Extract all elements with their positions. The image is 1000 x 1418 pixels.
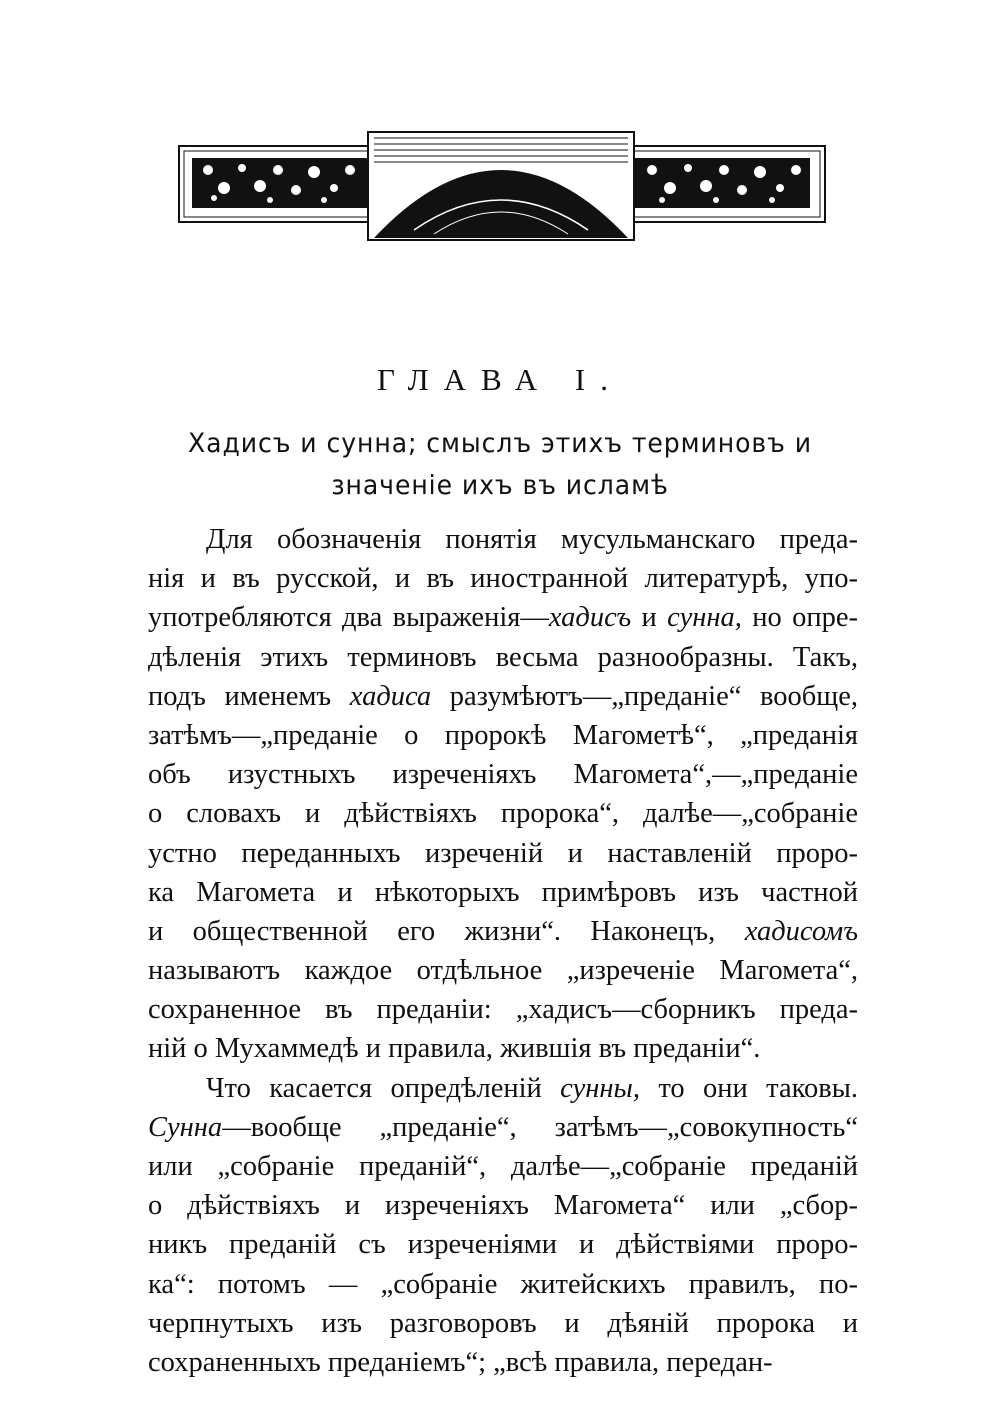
text-run: сохраненное въ преданіи: „хадисъ—сборникъ преда- — [148, 994, 858, 1026]
text-run: Что касается опредѣленій — [206, 1072, 561, 1104]
text-run: Сунна — [148, 1111, 223, 1143]
text-run: —вообще „преданіе“, затѣмъ—„совокупность“ — [222, 1111, 858, 1143]
text-line — [148, 1265, 858, 1304]
chapter-title-line-1: Хадисъ и сунна; смыслъ этихъ терминовъ и — [187, 428, 813, 459]
text-run: то они таковы. — [639, 1072, 858, 1104]
text-line — [148, 1186, 858, 1225]
text-run: о дѣйствіяхъ и изреченіяхъ Магомета“ или „сбор- — [148, 1190, 858, 1222]
text-line — [148, 1225, 858, 1264]
text-run: употребляются два выраженія— — [148, 602, 549, 634]
text-run: дѣленія этихъ терминовъ весьма разнообразны. Такъ, — [148, 641, 858, 673]
text-run: разумѣютъ—„преданіе“ вообще, — [431, 680, 858, 712]
text-line — [148, 638, 858, 677]
text-run: или „собраніе преданій“, далѣе—„собраніе преданій — [148, 1151, 858, 1182]
text-run: нія и въ русской, и въ иностранной литературѣ, упо- — [148, 563, 858, 595]
body-text — [148, 520, 858, 1382]
chapter-heading: ГЛАВА I. — [377, 362, 623, 397]
text-run: объ изустныхъ изреченіяхъ Магомета“,—„преданіе — [148, 759, 858, 791]
text-line — [148, 951, 858, 990]
text-line — [148, 1108, 858, 1147]
text-line — [148, 794, 858, 833]
text-line — [148, 559, 858, 598]
text-run: хадисомъ — [744, 915, 858, 947]
ornamental-headpiece-icon — [178, 130, 826, 242]
text-run: ній о Мухаммедѣ и правила, жившія въ преданіи“. — [148, 1033, 761, 1065]
text-line — [148, 1147, 858, 1186]
text-run: Для обозначенія понятія мусульманскаго преда- — [206, 524, 858, 555]
text-line — [148, 834, 858, 873]
text-run: называютъ каждое отдѣльное „изреченіе Магомета“, — [148, 955, 858, 987]
text-line — [148, 1029, 858, 1068]
chapter-title-line-2: значеніе ихъ въ исламѣ — [331, 470, 669, 501]
text-line — [148, 1304, 858, 1343]
text-line — [148, 912, 858, 951]
text-line — [148, 598, 858, 637]
text-run: устно переданныхъ изреченій и наставленій проро- — [148, 837, 858, 869]
text-run: и общественной его жизни“. Наконецъ, — [148, 915, 745, 947]
text-line — [148, 1343, 858, 1382]
text-run: сохраненныхъ преданіемъ“; „всѣ правила, передан- — [148, 1346, 773, 1378]
text-line — [148, 716, 858, 755]
text-run: ка Магомета и нѣкоторыхъ примѣровъ изъ частной — [148, 876, 858, 908]
text-line — [148, 1069, 858, 1108]
text-run: но опре- — [741, 602, 858, 634]
text-run: затѣмъ—„преданіе о пророкѣ Магометѣ“, „преданія — [148, 719, 858, 751]
text-run: черпнутыхъ изъ разговоровъ и дѣяній пророка и — [148, 1307, 858, 1339]
text-line — [148, 990, 858, 1029]
text-run: никъ преданій съ изреченіями и дѣйствіями проро- — [148, 1229, 858, 1261]
text-line — [148, 520, 858, 559]
text-run: хадисъ — [548, 602, 632, 634]
text-run: и — [631, 602, 668, 634]
text-run: хадиса — [349, 680, 432, 712]
text-line — [148, 677, 858, 716]
text-line — [148, 755, 858, 794]
text-run: сунны, — [560, 1072, 640, 1104]
text-run: ка“: потомъ — „собраніе житейскихъ правилъ, по- — [148, 1268, 858, 1300]
text-run: о словахъ и дѣйствіяхъ пророка“, далѣе—„собраніе — [148, 798, 858, 830]
text-run: подъ именемъ — [148, 680, 350, 712]
text-run: сунна, — [667, 602, 742, 634]
text-line — [148, 873, 858, 912]
